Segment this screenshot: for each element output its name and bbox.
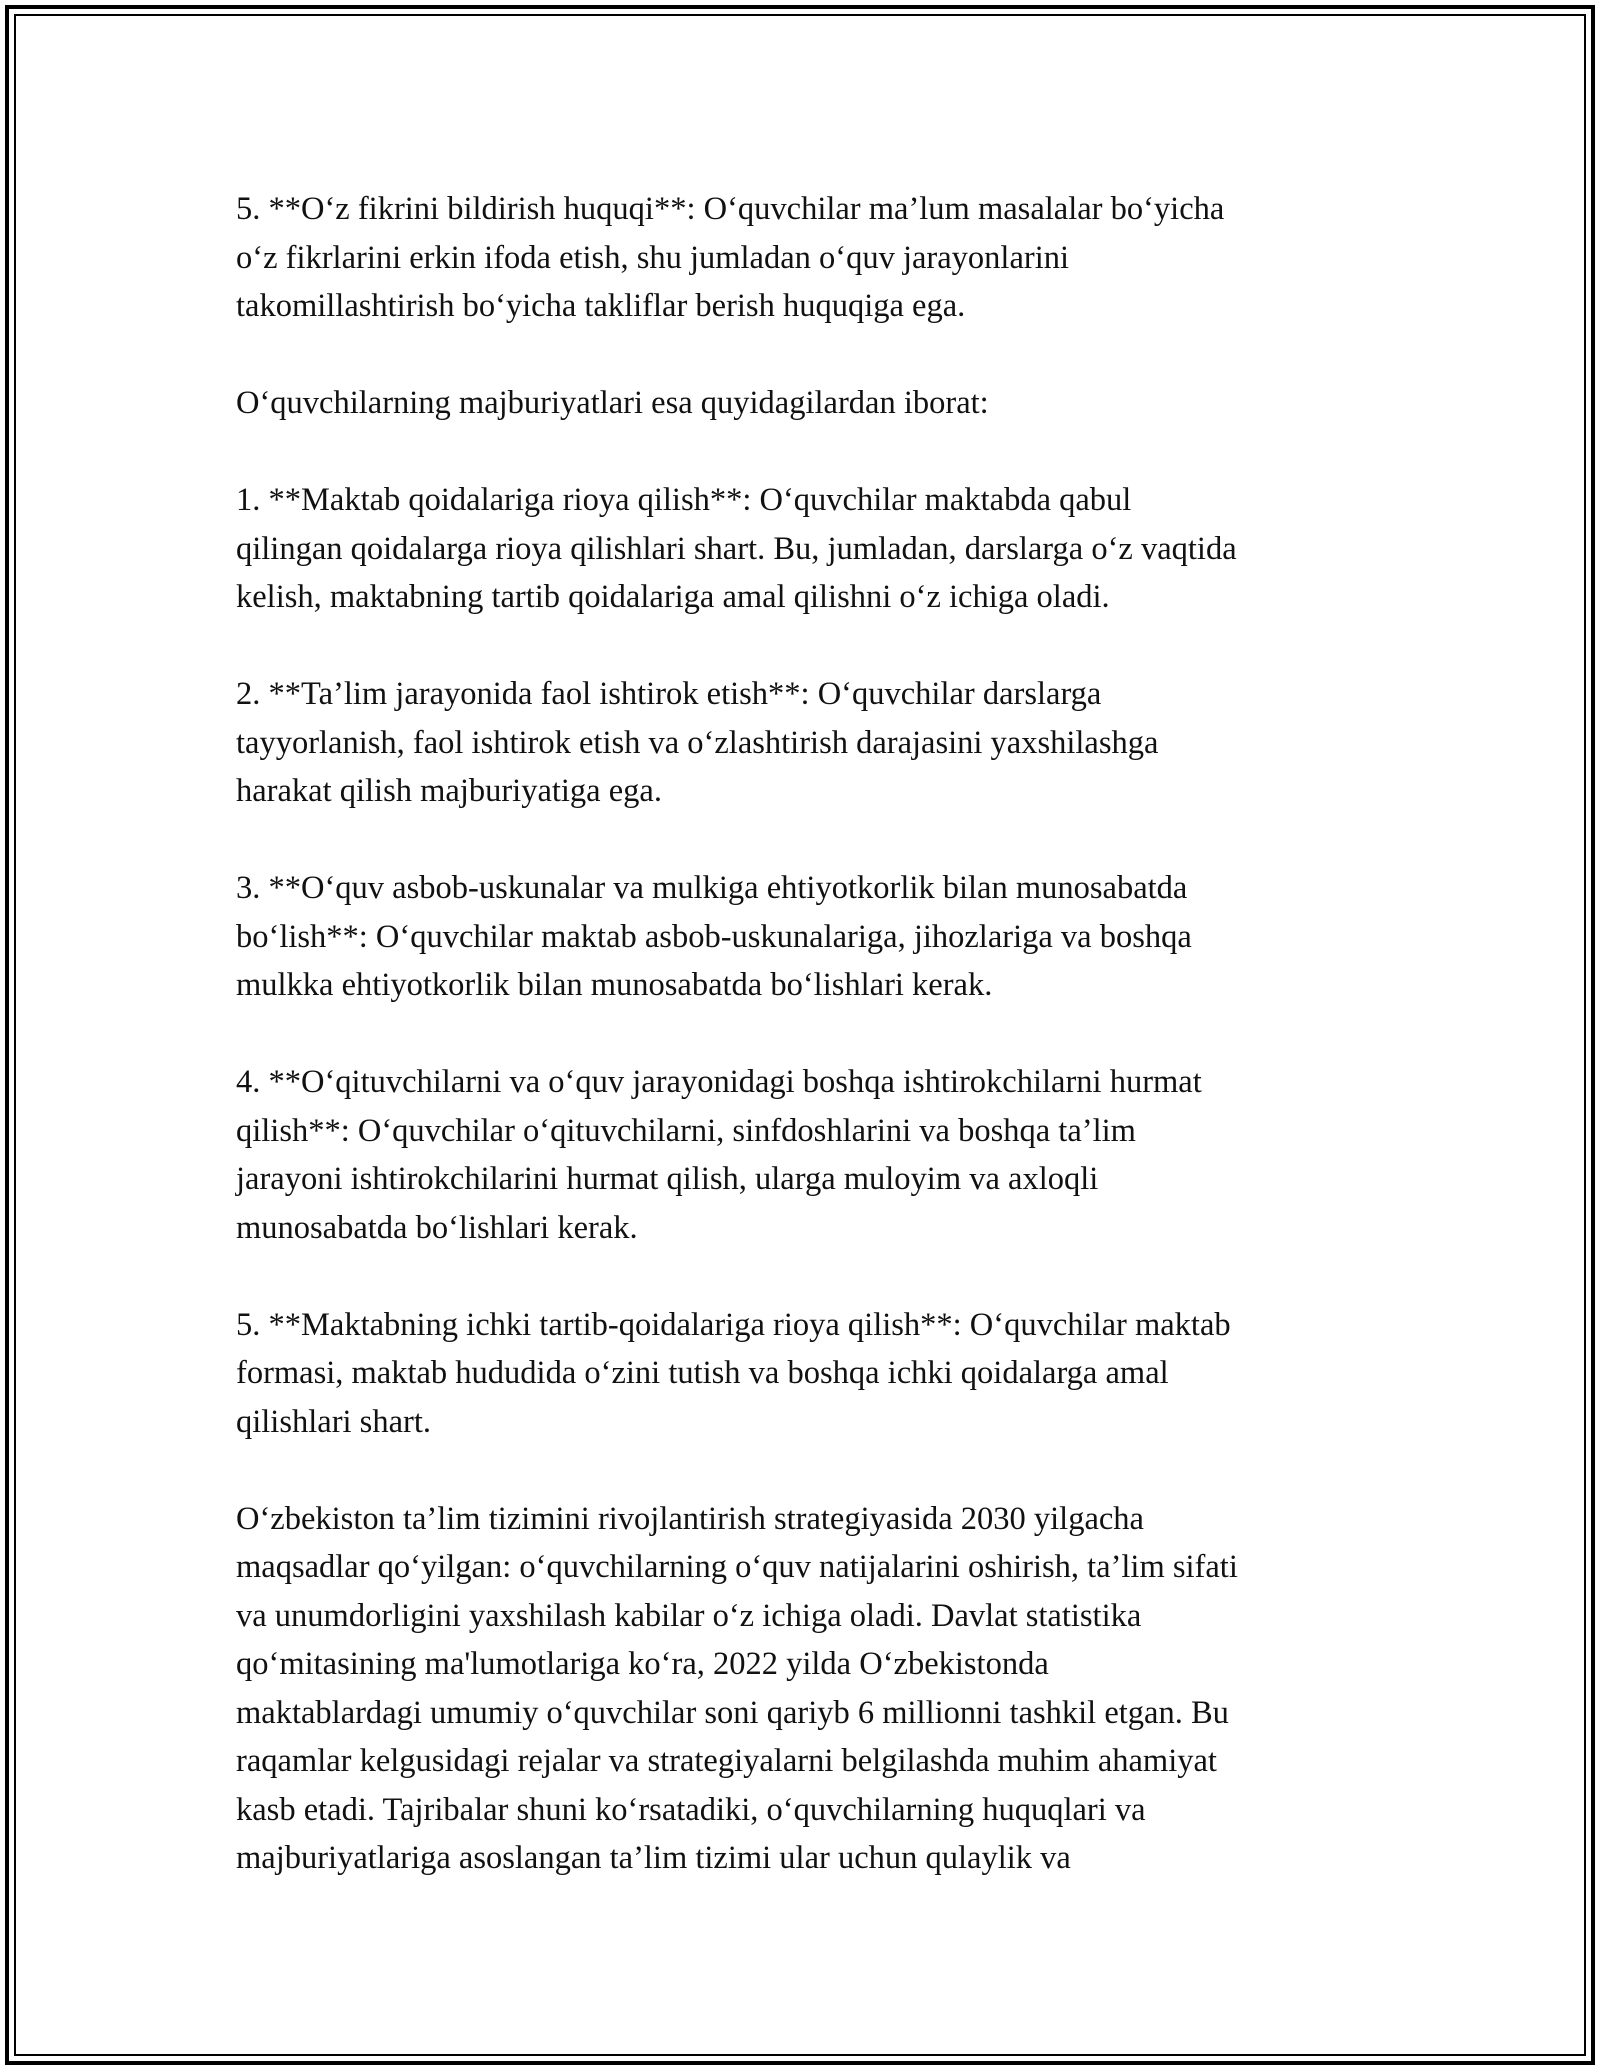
paragraph-right-to-express-opinion: 5. **O‘z fikrini bildirish huquqi**: O‘quvchilar ma’lum masalalar bo‘yicha o‘z fikrlarini erkin ifoda etish, shu jumladan o‘quv jarayonlarini takomillashtirish bo‘yicha takliflar berish huquqiga ega. bbox=[236, 191, 1225, 324]
paragraph-obligation-active-participation: 2. **Ta’lim jarayonida faol ishtirok etish**: O‘quvchilar darslarga tayyorlanish, faol ishtirok etish va o‘zlashtirish darajasini yaxshilashga harakat qilish majburiyatiga ega. bbox=[236, 676, 1159, 809]
paragraph-obligation-school-rules: 1. **Maktab qoidalariga rioya qilish**: O‘quvchilar maktabda qabul qilingan qoidalarga rioya qilishlari shart. Bu, jumladan, darslarga o‘z vaqtida kelish, maktabning tartib qoidalariga amal qilishni o‘z ichiga oladi. bbox=[236, 482, 1237, 615]
paragraph-obligation-respect: 4. **O‘qituvchilarni va o‘quv jarayonidagi boshqa ishtirokchilarni hurmat qilish**: O‘quvchilar o‘qituvchilarni, sinfdoshlarini va boshqa ta’lim jarayoni ishtirokchilarini hurmat qilish, ularga muloyim va axloqli munosabatda bo‘lishlari kerak. bbox=[236, 1064, 1202, 1246]
paragraph-obligations-intro: O‘quvchilarning majburiyatlari esa quyidagilardan iborat: bbox=[236, 385, 989, 421]
paragraph-obligation-internal-rules: 5. **Maktabning ichki tartib-qoidalariga rioya qilish**: O‘quvchilar maktab formasi, maktab hududida o‘zini tutish va boshqa ichki qoidalarga amal qilishlari shart. bbox=[236, 1306, 1231, 1440]
paragraph-obligation-care-of-property: 3. **O‘quv asbob-uskunalar va mulkiga ehtiyotkorlik bilan munosabatda bo‘lish**: O‘quvchilar maktab asbob-uskunalariga, jihozlariga va boshqa mulkka ehtiyotkorlik bilan munosabatda bo‘lishlari kerak. bbox=[236, 870, 1192, 1003]
paragraph-strategy-2030: O‘zbekiston ta’lim tizimini rivojlantirish strategiyasida 2030 yilgacha maqsadlar qo‘yilgan: o‘quvchilarning o‘quv natijalarini oshirish, ta’lim sifati va unumdorligini yaxshilash kabilar o‘z ichiga oladi. Davlat statistika qo‘mitasining ma'lumotlariga ko‘ra, 2022 yilda O‘zbekistonda maktablardagi umumiy o‘quvchilar soni qariyb 6 millionni tashkil etgan. Bu raqamlar kelgusidagi rejalar va strategiyalarni belgilashda muhim ahamiyat kasb etadi. Tajribalar shuni ko‘rsatadiki, o‘quvchilarning huquqlari va majburiyatlariga asoslangan ta’lim tizimi ular uchun qulaylik va bbox=[236, 1500, 1238, 1876]
document-body bbox=[236, 185, 1376, 1883]
